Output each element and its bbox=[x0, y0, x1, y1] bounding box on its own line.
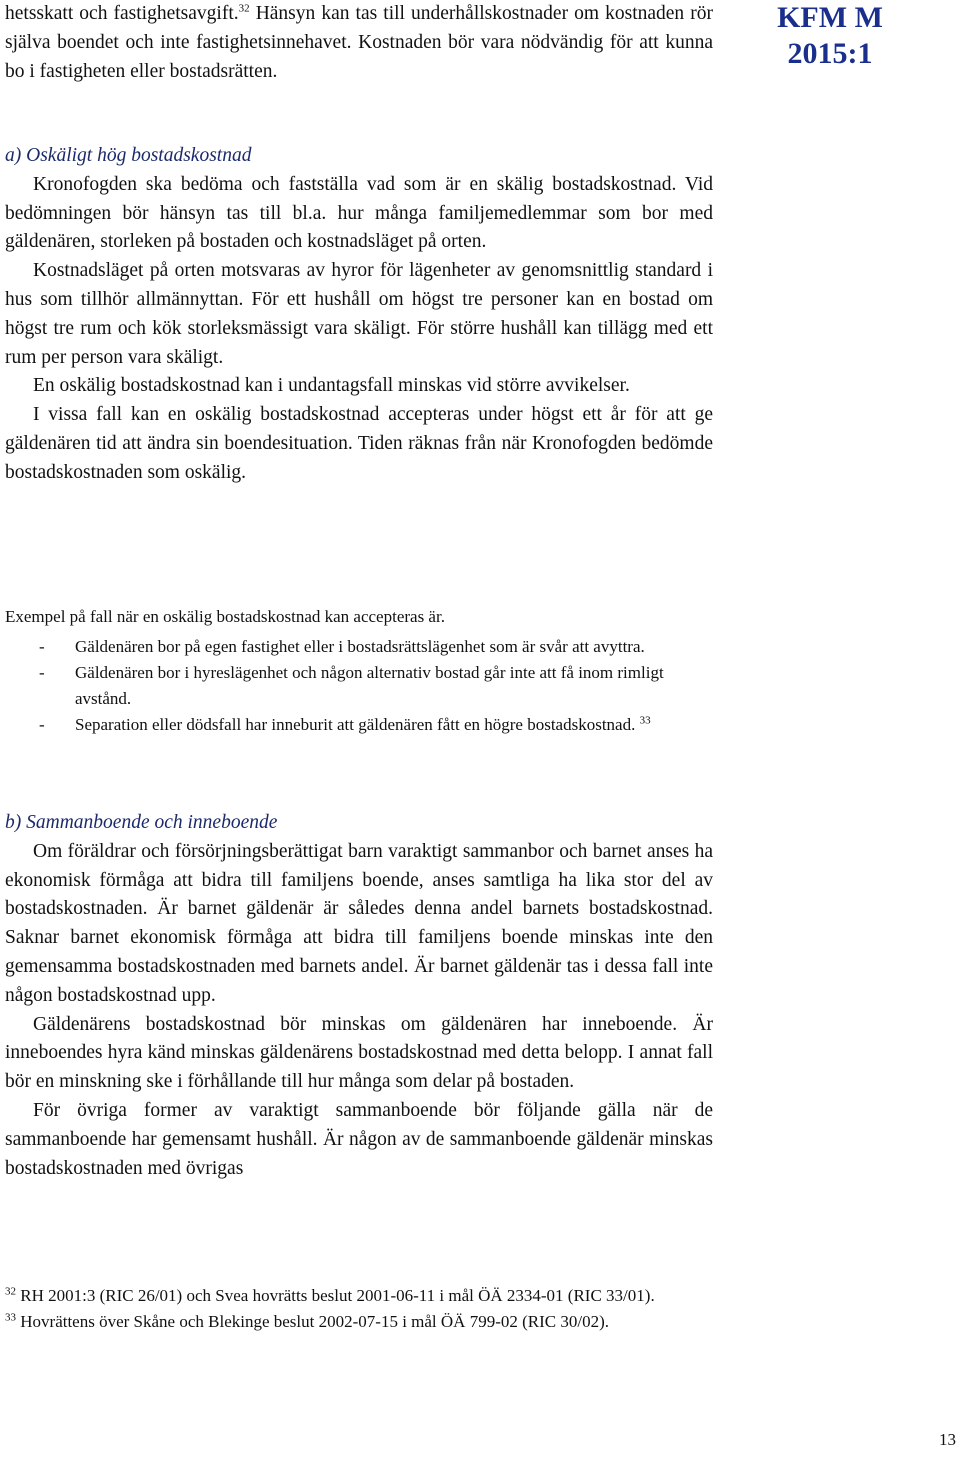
document-header bbox=[760, 0, 900, 72]
footnote-32 bbox=[5, 1283, 713, 1309]
examples-list bbox=[5, 634, 713, 738]
list-item bbox=[5, 712, 713, 738]
intro-paragraph bbox=[5, 0, 713, 86]
section-a bbox=[5, 142, 713, 488]
section-b-paragraph-2: Gäldenärens bostadskostnad bör minskas om gäldenären har inneboende. Är inneboendes hyra känd minskas gäldenärens bostadskostnad med detta belopp. I annat fall bör en minskning ske i förhållande till hur många som delar på bostaden. bbox=[5, 1013, 713, 1093]
section-a-paragraph-4: I vissa fall kan en oskälig bostadskostnad accepteras under högst ett år för att ge gäldenären tid att ändra sin boendesituation. Tiden räknas från när Kronofogden bedömde bostadskostnaden som oskälig. bbox=[5, 404, 713, 483]
header-line-2: 2015:1 bbox=[787, 37, 873, 70]
section-a-paragraph-1: Kronofogden ska bedöma och fastställa vad som är en skälig bostadskostnad. Vid bedömningen bör hänsyn tas till bl.a. hur många familjemedlemmar som bor med gäldenären, storleken på bostaden och kostnadsläget på orten. bbox=[5, 173, 713, 253]
list-item-text: Gäldenären bor i hyreslägenhet och någon alternativ bostad går inte att få inom rimligt avstånd. bbox=[75, 663, 664, 708]
section-b-heading: b) Sammanboende och inneboende bbox=[5, 812, 278, 833]
list-dash: - bbox=[39, 663, 45, 682]
footnote-ref-33[interactable]: 33 bbox=[639, 714, 651, 727]
header-line-1: KFM M bbox=[777, 1, 883, 34]
section-b bbox=[5, 809, 713, 1183]
footnote-text: Hovrättens över Skåne och Blekinge beslut 2002-07-15 i mål ÖÄ 799-02 (RIC 30/02). bbox=[16, 1311, 610, 1331]
footnote-text: RH 2001:3 (RIC 26/01) och Svea hovrätts beslut 2001-06-11 i mål ÖÄ 2334-01 (RIC 33/01). bbox=[16, 1286, 655, 1305]
examples-block bbox=[5, 604, 713, 739]
page-number: 13 bbox=[939, 1430, 956, 1449]
footnote-33 bbox=[5, 1309, 713, 1335]
footnote-number: 33 bbox=[5, 1310, 16, 1323]
intro-text-before-ref: hetsskatt och fastighetsavgift. bbox=[5, 3, 239, 24]
footnote-ref-32[interactable]: 32 bbox=[238, 2, 250, 15]
list-dash: - bbox=[39, 636, 45, 656]
section-b-paragraph-3: För övriga former av varaktigt sammanboende bör följande gälla när de sammanboende har gemensamt hushåll. Är någon av de sammanboende gäldenär minskas bostadskostnaden med övrigas bbox=[5, 1099, 713, 1179]
list-item-text: Gäldenären bor på egen fastighet eller i bostadsrättslägenhet som är svår att avyttra. bbox=[75, 636, 645, 656]
list-item bbox=[5, 634, 713, 660]
section-a-heading: a) Oskäligt hög bostadskostnad bbox=[5, 145, 252, 166]
footnote-number: 32 bbox=[5, 1285, 16, 1298]
examples-intro: Exempel på fall när en oskälig bostadskostnad kan accepteras är. bbox=[5, 607, 445, 626]
list-dash: - bbox=[39, 715, 45, 734]
list-item-text: Separation eller dödsfall har inneburit att gäldenären fått en högre bostadskostnad. bbox=[75, 715, 636, 734]
section-a-paragraph-2: Kostnadsläget på orten motsvaras av hyror för lägenheter av genomsnittlig standard i hus som tillhör allmännyttan. För ett hushåll om högst tre personer kan en bostad om högst tre rum och kök storleksmässigt vara skäligt. För större hushåll kan tillägg med ett rum per person vara skäligt. bbox=[5, 260, 713, 368]
intro-text-after-ref: Hänsyn kan tas till underhållskostnader om kostnaden rör själva boendet och inte fastighetsinnehavet. Kostnaden bör vara nödvändig för att kunna bo i fastigheten eller bostadsrätten. bbox=[5, 3, 713, 82]
section-a-paragraph-3: En oskälig bostadskostnad kan i undantagsfall minskas vid större avvikelser. bbox=[33, 375, 630, 397]
section-b-paragraph-1: Om föräldrar och försörjningsberättigat barn varaktigt sammanbor och barnet anses ha ekonomisk förmåga att bidra till familjens boende, anses samtliga ha lika stor del av bostadskostnaden. Är barnet gäldenär är således denna andel barnets bostadskostnad. Saknar barnet ekonomisk förmåga att bidra till familjens boende minskas inte den gemensamma bostadskostnaden med barnets andel. Är barnet gäldenär tas i dessa fall inte någon bostadskostnad upp. bbox=[5, 840, 713, 1006]
intro-paragraph-block bbox=[5, 0, 713, 86]
footnotes bbox=[5, 1283, 713, 1334]
list-item bbox=[5, 660, 713, 711]
